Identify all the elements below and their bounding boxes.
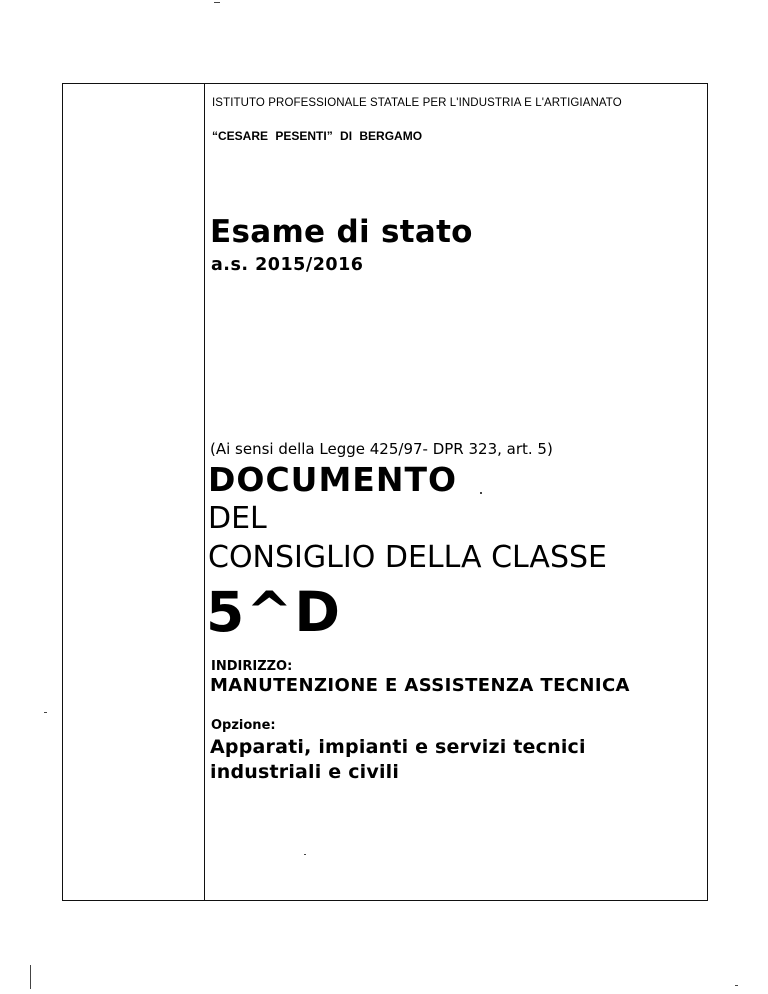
scan-speck — [30, 965, 31, 989]
class-name: 5^D — [206, 580, 343, 644]
legal-reference: (Ai sensi della Legge 425/97- DPR 323, art. 5) — [210, 440, 553, 458]
addressing-value: MANUTENZIONE E ASSISTENZA TECNICA — [210, 675, 630, 696]
institute-name: ISTITUTO PROFESSIONALE STATALE PER L'INDUSTRIA E L'ARTIGIANATO — [212, 97, 622, 109]
page-title: Esame di stato — [210, 214, 473, 250]
scan-speck — [735, 985, 738, 986]
school-year: a.s. 2015/2016 — [211, 255, 364, 275]
option-label: Opzione: — [211, 718, 276, 733]
scan-speck — [304, 854, 306, 855]
del-heading: DEL — [208, 501, 267, 536]
council-heading: CONSIGLIO DELLA CLASSE — [208, 540, 607, 575]
scan-speck — [480, 492, 482, 494]
school-name: “CESARE PESENTI” DI BERGAMO — [212, 129, 423, 143]
document-heading: DOCUMENTO — [208, 460, 458, 499]
scan-speck — [44, 712, 47, 713]
scan-speck — [214, 2, 220, 3]
margin-column-divider — [204, 83, 205, 901]
addressing-label: INDIRIZZO: — [211, 659, 293, 674]
option-value: Apparati, impianti e servizi tecnici industriali e civili — [210, 736, 586, 783]
